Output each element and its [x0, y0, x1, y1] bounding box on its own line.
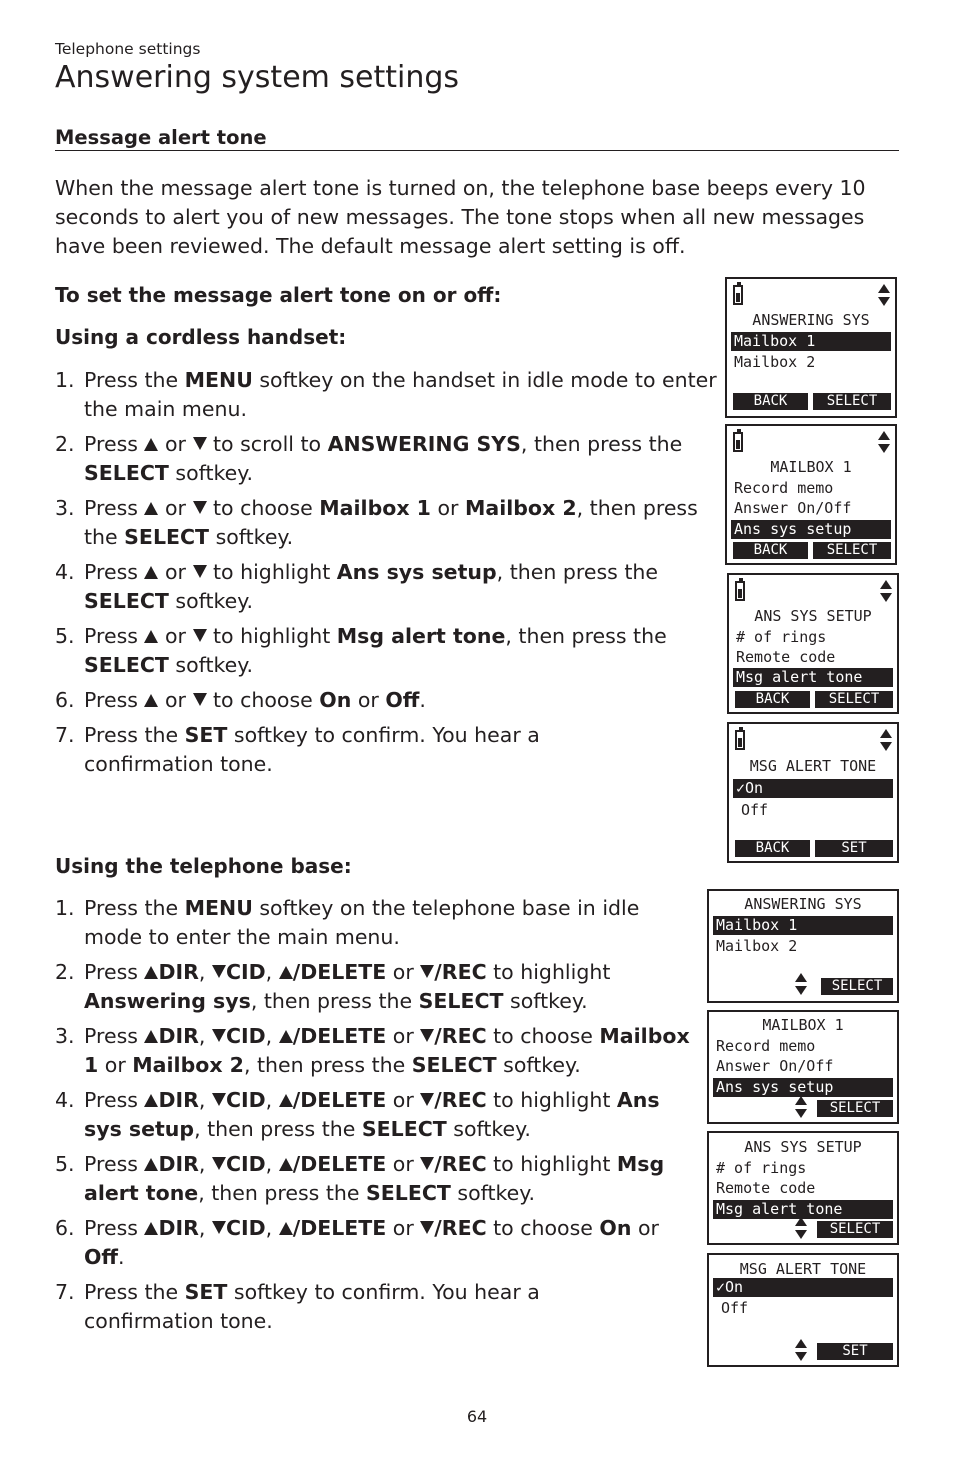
- intro-paragraph: When the message alert tone is turned on, the telephone base beeps every 10 seconds to alert you of new messages. The tone stops when all new messages have been reviewed. The default message alert setting is off.: [55, 176, 866, 258]
- down-arrow-icon: [212, 965, 226, 978]
- battery-icon: [735, 581, 745, 601]
- page-number: 64: [466, 1407, 488, 1426]
- screen-title: MAILBOX 1: [762, 1016, 844, 1034]
- screen-title: ANSWERING SYS: [744, 895, 862, 913]
- back-softkey: BACK: [735, 840, 810, 857]
- up-arrow-icon: [144, 966, 158, 979]
- screen-line: Mailbox 1: [713, 916, 893, 935]
- screen-line: # of rings: [736, 628, 827, 646]
- down-arrow-icon: [193, 693, 207, 706]
- select-softkey: SELECT: [817, 1221, 893, 1238]
- base-screen-ans-sys-setup: [707, 1131, 899, 1245]
- handset-step-1: 1. Press the MENU softkey on the handset in idle mode to enter the main menu.: [55, 368, 717, 421]
- down-arrow-icon: [193, 501, 207, 514]
- screen-line: # of rings: [716, 1159, 807, 1177]
- screen-line: Off: [741, 801, 769, 819]
- screen-line: Mailbox 2: [734, 353, 816, 371]
- base-step-4: 4. Press DIR, CID, /DELETE or /REC to highlight Ans sys setup, then press the SELECT softkey.: [55, 1088, 660, 1141]
- scroll-arrows-icon: [795, 1339, 807, 1361]
- down-arrow-icon: [193, 565, 207, 578]
- up-arrow-icon: [144, 1222, 158, 1235]
- scroll-arrows-icon: [795, 1217, 807, 1239]
- task-heading: To set the message alert tone on or off:: [55, 283, 502, 307]
- screen-line: Answer On/Off: [716, 1057, 834, 1075]
- screen-line: Answer On/Off: [734, 499, 852, 517]
- scroll-arrows-icon: [878, 431, 890, 453]
- back-softkey: BACK: [735, 691, 810, 708]
- section-heading: Message alert tone: [55, 126, 899, 151]
- scroll-arrows-icon: [880, 729, 892, 751]
- select-softkey: SELECT: [813, 542, 891, 559]
- up-arrow-icon: [144, 438, 158, 451]
- up-arrow-icon: [144, 694, 158, 707]
- screen-line: Ans sys setup: [713, 1078, 893, 1097]
- down-arrow-icon: [420, 965, 434, 978]
- set-softkey: SET: [815, 840, 893, 857]
- screen-title: MAILBOX 1: [770, 458, 852, 476]
- screen-line: ✓On: [713, 1278, 893, 1297]
- screen-line: Off: [721, 1299, 749, 1317]
- base-heading: Using the telephone base:: [55, 854, 352, 878]
- back-softkey: BACK: [733, 393, 808, 410]
- screen-line: Record memo: [734, 479, 834, 497]
- base-step-6: 6. Press DIR, CID, /DELETE or /REC to choose On or Off.: [55, 1216, 659, 1269]
- down-arrow-icon: [212, 1093, 226, 1106]
- up-arrow-icon: [144, 566, 158, 579]
- breadcrumb: Telephone settings: [55, 40, 201, 58]
- battery-icon: [733, 432, 743, 452]
- scroll-arrows-icon: [880, 580, 892, 602]
- scroll-arrows-icon: [795, 973, 807, 995]
- screen-line: Record memo: [716, 1037, 816, 1055]
- base-screen-answering-sys: [707, 889, 899, 1003]
- scroll-arrows-icon: [878, 284, 890, 306]
- handset-step-2: 2. Press or to scroll to ANSWERING SYS, then press the SELECT softkey.: [55, 432, 683, 485]
- select-softkey: SELECT: [817, 1100, 893, 1117]
- base-step-1: 1. Press the MENU softkey on the telephone base in idle mode to enter the main menu.: [55, 896, 640, 949]
- select-softkey: SELECT: [815, 691, 893, 708]
- screen-line: ✓On: [733, 779, 893, 798]
- base-step-2: 2. Press DIR, CID, /DELETE or /REC to highlight Answering sys, then press the SELECT softkey.: [55, 960, 611, 1013]
- up-arrow-icon: [144, 1158, 158, 1171]
- base-step-5: 5. Press DIR, CID, /DELETE or /REC to highlight Msg alert tone, then press the SELECT softkey.: [55, 1152, 665, 1205]
- up-arrow-icon: [279, 1030, 293, 1043]
- down-arrow-icon: [420, 1221, 434, 1234]
- scroll-arrows-icon: [795, 1096, 807, 1118]
- page-title: Answering system settings: [55, 60, 460, 95]
- screen-line: Mailbox 2: [716, 937, 798, 955]
- up-arrow-icon: [144, 502, 158, 515]
- down-arrow-icon: [193, 437, 207, 450]
- handset-step-4: 4. Press or to highlight Ans sys setup, then press the SELECT softkey.: [55, 560, 658, 613]
- up-arrow-icon: [144, 1094, 158, 1107]
- handset-step-6: 6. Press or to choose On or Off.: [55, 688, 426, 712]
- up-arrow-icon: [144, 1030, 158, 1043]
- screen-line: Msg alert tone: [713, 1200, 893, 1219]
- battery-icon: [735, 730, 745, 750]
- screen-line: Remote code: [736, 648, 836, 666]
- handset-heading: Using a cordless handset:: [55, 325, 347, 349]
- base-steps: [55, 894, 700, 1342]
- select-softkey: SELECT: [821, 978, 893, 995]
- handset-screen-mailbox-1: [725, 424, 897, 565]
- screen-title: MSG ALERT TONE: [739, 1260, 867, 1278]
- down-arrow-icon: [212, 1157, 226, 1170]
- up-arrow-icon: [279, 966, 293, 979]
- battery-icon: [733, 285, 743, 305]
- down-arrow-icon: [193, 629, 207, 642]
- back-softkey: BACK: [733, 542, 808, 559]
- down-arrow-icon: [420, 1093, 434, 1106]
- screen-line: Mailbox 1: [731, 332, 891, 351]
- down-arrow-icon: [420, 1157, 434, 1170]
- select-softkey: SELECT: [813, 393, 891, 410]
- handset-step-7: 7. Press the SET softkey to confirm. You hear a confirmation tone.: [55, 723, 540, 776]
- base-screen-mailbox-1: [707, 1010, 899, 1124]
- base-step-7: 7. Press the SET softkey to confirm. You hear a confirmation tone.: [55, 1280, 540, 1333]
- up-arrow-icon: [279, 1094, 293, 1107]
- down-arrow-icon: [212, 1029, 226, 1042]
- screen-title: ANSWERING SYS: [752, 311, 870, 329]
- down-arrow-icon: [420, 1029, 434, 1042]
- screen-line: Msg alert tone: [733, 668, 893, 687]
- down-arrow-icon: [212, 1221, 226, 1234]
- up-arrow-icon: [279, 1222, 293, 1235]
- handset-step-5: 5. Press or to highlight Msg alert tone, then press the SELECT softkey.: [55, 624, 667, 677]
- base-screen-msg-alert-tone: [707, 1253, 899, 1367]
- screen-title: ANS SYS SETUP: [744, 1138, 862, 1156]
- handset-screen-msg-alert-tone: [727, 722, 899, 863]
- set-softkey: SET: [817, 1343, 893, 1360]
- handset-steps: [55, 366, 723, 785]
- up-arrow-icon: [144, 630, 158, 643]
- screen-line: Ans sys setup: [731, 520, 891, 539]
- handset-screen-ans-sys-setup: [727, 573, 899, 714]
- up-arrow-icon: [279, 1158, 293, 1171]
- handset-screen-answering-sys: [725, 277, 897, 418]
- base-step-3: 3. Press DIR, CID, /DELETE or /REC to choose Mailbox 1 or Mailbox 2, then press the SELECT softkey.: [55, 1024, 690, 1077]
- screen-title: MSG ALERT TONE: [749, 757, 877, 775]
- handset-step-3: 3. Press or to choose Mailbox 1 or Mailbox 2, then press the SELECT softkey.: [55, 496, 698, 549]
- screen-title: ANS SYS SETUP: [754, 607, 872, 625]
- screen-line: Remote code: [716, 1179, 816, 1197]
